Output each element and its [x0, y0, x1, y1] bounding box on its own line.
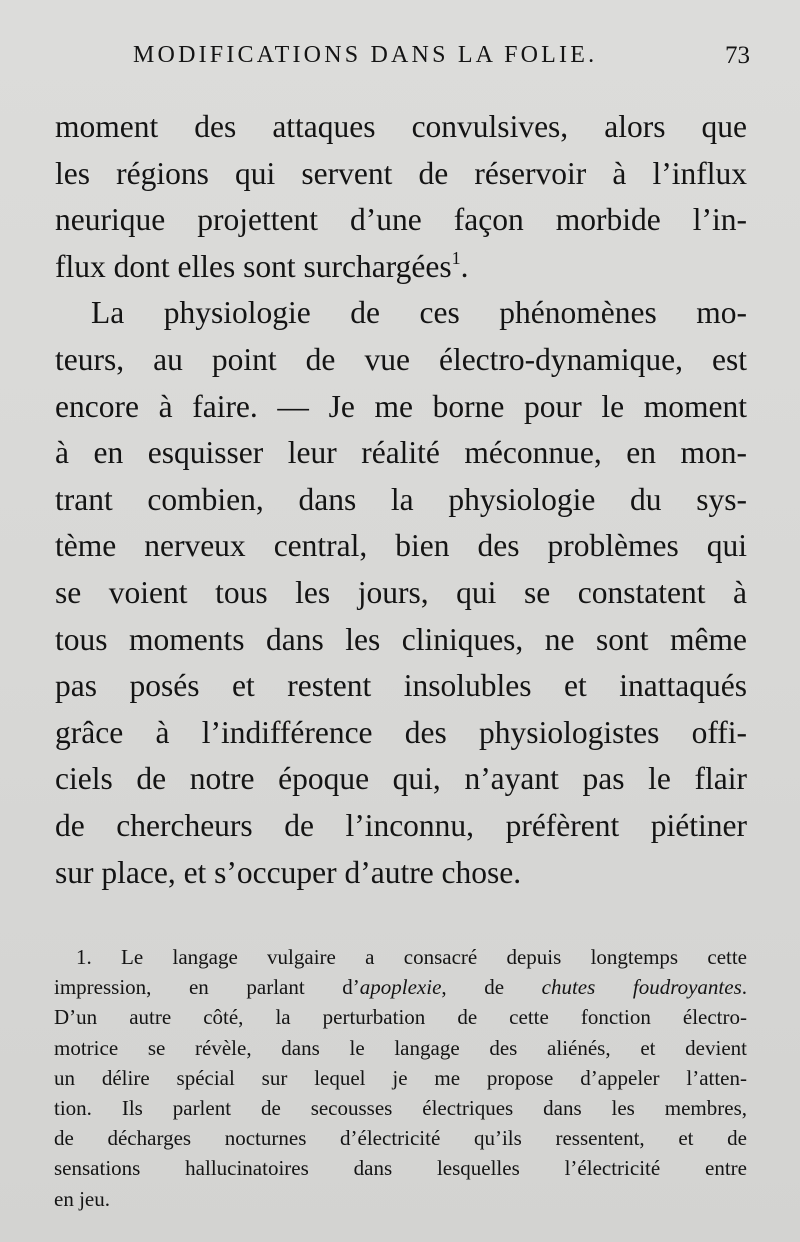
text-line: ciels de notre époque qui, n’ayant pas le flair: [55, 761, 747, 797]
running-title: MODIFICATIONS DANS LA FOLIE.: [133, 42, 598, 68]
text-line: tous moments dans les cliniques, ne sont même: [55, 621, 747, 657]
footnote-reference-period: .: [460, 248, 469, 284]
text-line: se voient tous les jours, qui se constatent à: [55, 574, 747, 610]
footnote-line: [54, 972, 747, 1002]
text-line: La physiologie de ces phénomènes mo-: [91, 295, 747, 331]
text-line: teurs, au point de vue électro-dynamique, est: [55, 341, 747, 377]
text-line: sur place, et s’occuper d’autre chose.: [55, 854, 522, 890]
footnote-reference: 1: [451, 247, 461, 268]
page-number: 73: [725, 42, 750, 69]
footnote-line-text: , de: [441, 975, 542, 1000]
text-line: encore à faire. — Je me borne pour le moment: [55, 388, 747, 424]
footnote-line: [54, 942, 747, 972]
footnote-line-text: .: [741, 975, 747, 1000]
footnote-line-text: impression, en parlant d’: [54, 975, 360, 1000]
footnote: [54, 942, 747, 1214]
footnote-line: un délire spécial sur lequel je me propose d’appeler l’atten-: [54, 1065, 747, 1090]
text-line-content: flux dont elles sont surchargées: [55, 248, 452, 284]
text-line: de chercheurs de l’inconnu, préfèrent piétiner: [55, 807, 747, 843]
footnote-emphasis: chutes foudroyantes: [541, 975, 742, 1000]
footnote-line: sensations hallucinatoires dans lesquelles l’électricité entre: [54, 1156, 747, 1181]
text-line: [55, 244, 747, 291]
text-line: les régions qui servent de réservoir à l’influx: [55, 155, 747, 191]
text-line: grâce à l’indifférence des physiologistes offi-: [55, 714, 747, 750]
text-line: pas posés et restent insolubles et inattaqués: [55, 668, 747, 704]
footnote-emphasis: apoplexie: [359, 975, 442, 1000]
footnote-number: 1.: [76, 945, 92, 969]
text-line: tème nerveux central, bien des problèmes qui: [55, 528, 747, 564]
footnote-line: de décharges nocturnes d’électricité qu’ils ressentent, et de: [54, 1126, 747, 1151]
footnote-line: en jeu.: [54, 1186, 110, 1211]
footnote-line: tion. Ils parlent de secousses électriques dans les membres,: [54, 1096, 747, 1121]
text-line: trant combien, dans la physiologie du sys-: [55, 481, 747, 517]
text-line: à en esquisser leur réalité méconnue, en mon-: [55, 435, 747, 471]
footnote-line: D’un autre côté, la perturbation de cette fonction électro-: [54, 1005, 747, 1030]
footnote-line: motrice se révèle, dans le langage des aliénés, et devient: [54, 1035, 747, 1060]
text-line: moment des attaques convulsives, alors que: [55, 109, 747, 144]
footnote-line-text: Le langage vulgaire a consacré depuis longtemps cette: [121, 945, 748, 969]
page-header: [0, 42, 800, 76]
text-line: neurique projettent d’une façon morbide l’in-: [55, 202, 747, 238]
main-text: [55, 104, 747, 896]
